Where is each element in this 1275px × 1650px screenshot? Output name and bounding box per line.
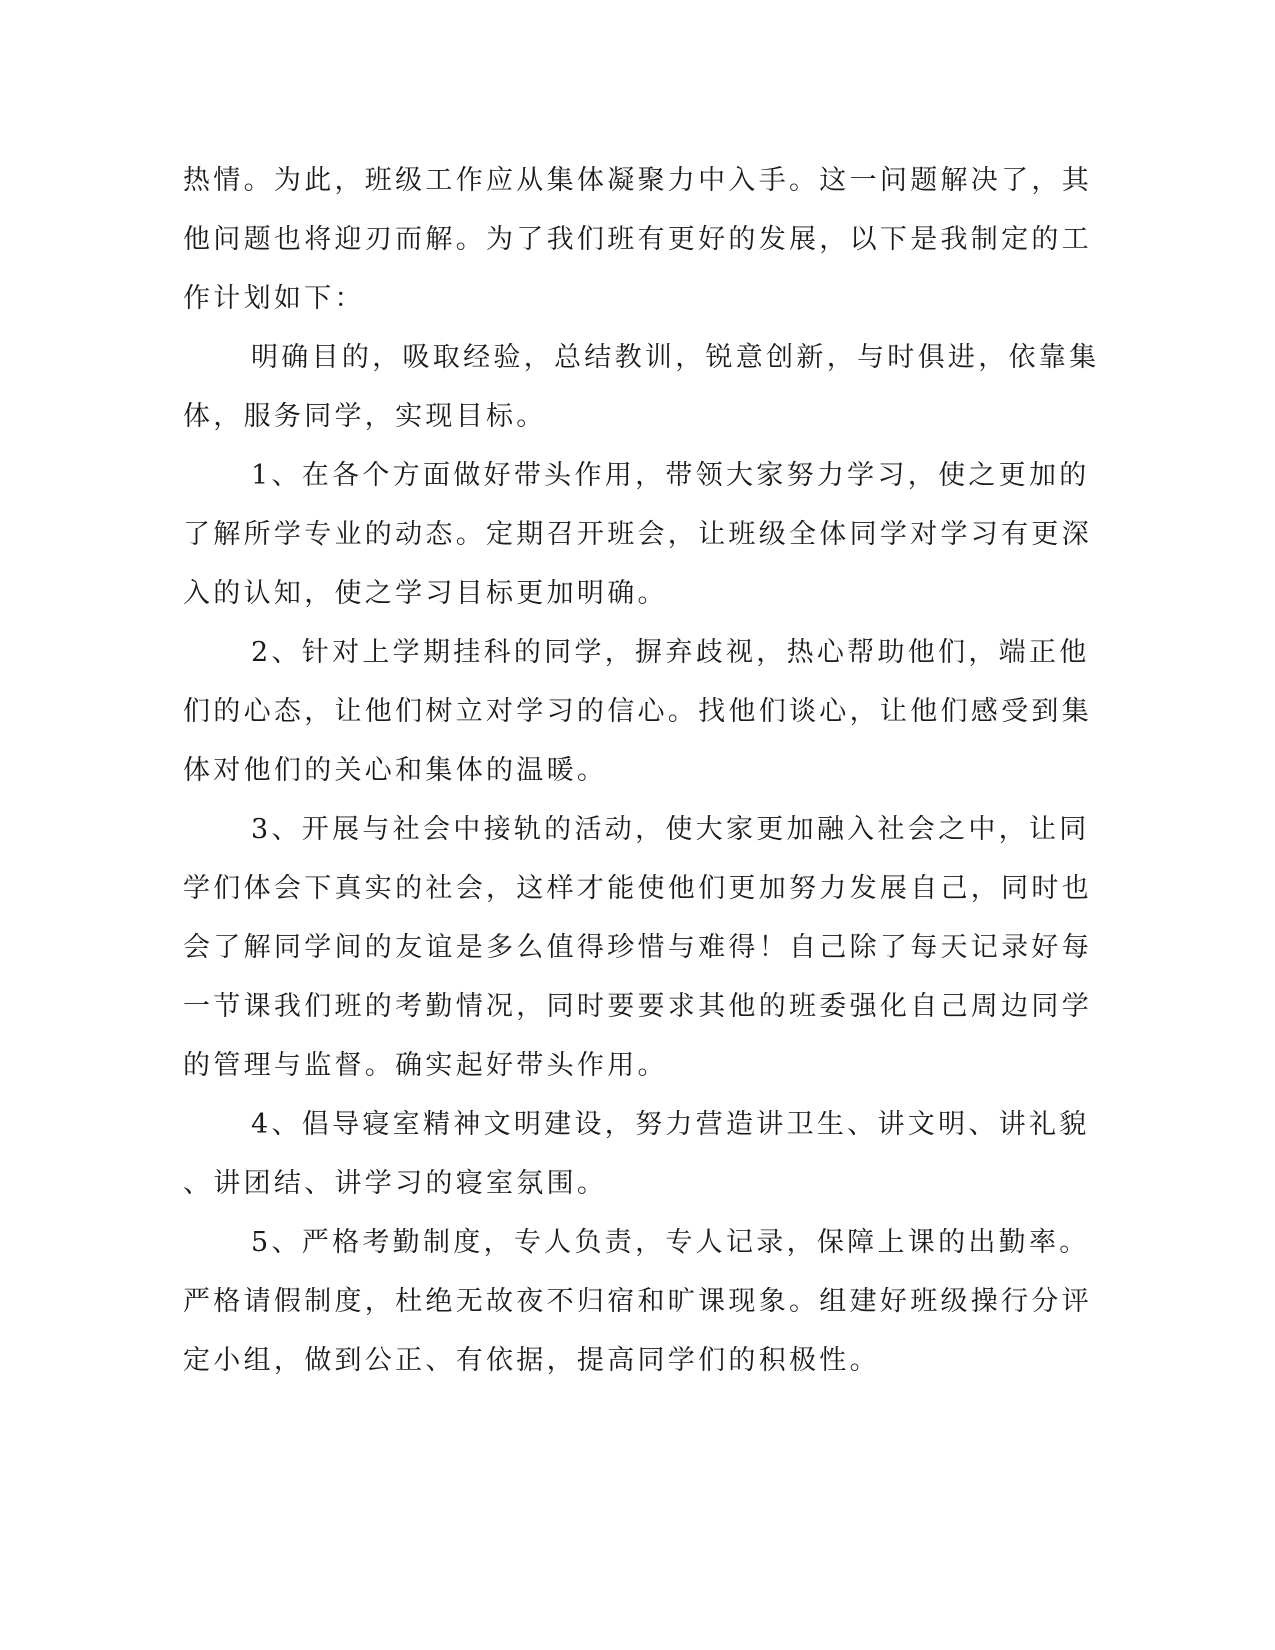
text-line: 一节课我们班的考勤情况，同时要要求其他的班委强化自己周边同学 (183, 991, 1092, 1022)
text-line: 会了解同学间的友谊是多么值得珍惜与难得！自己除了每天记录好每 (183, 932, 1092, 963)
text-line: 体对他们的关心和集体的温暖。 (183, 755, 608, 786)
text-line: 体，服务同学，实现目标。 (183, 401, 547, 432)
text-line: 严格请假制度，杜绝无故夜不归宿和旷课现象。组建好班级操行分评 (183, 1286, 1092, 1317)
list-item-4-first-line: 4、倡导寝室精神文明建设，努力营造讲卫生、讲文明、讲礼貌 (251, 1109, 1090, 1140)
list-item-3-first-line: 3、开展与社会中接轨的活动，使大家更加融入社会之中，让同 (251, 814, 1090, 845)
text-line: 定小组，做到公正、有依据，提高同学们的积极性。 (183, 1345, 880, 1376)
text-line: 、讲团结、讲学习的寝室氛围。 (183, 1168, 608, 1199)
paragraph-first-line: 明确目的，吸取经验，总结教训，锐意创新，与时俱进，依靠集 (251, 342, 1100, 373)
list-item-5-first-line: 5、严格考勤制度，专人负责，专人记录，保障上课的出勤率。 (251, 1227, 1090, 1258)
list-item-1-first-line: 1、在各个方面做好带头作用，带领大家努力学习，使之更加的 (251, 460, 1090, 491)
text-line: 他问题也将迎刃而解。为了我们班有更好的发展，以下是我制定的工 (183, 224, 1092, 255)
text-line: 们的心态，让他们树立对学习的信心。找他们谈心，让他们感受到集 (183, 696, 1092, 727)
text-line: 学们体会下真实的社会，这样才能使他们更加努力发展自己，同时也 (183, 873, 1092, 904)
text-line: 热情。为此，班级工作应从集体凝聚力中入手。这一问题解决了，其 (183, 165, 1092, 196)
text-line: 的管理与监督。确实起好带头作用。 (183, 1050, 668, 1081)
text-line: 作计划如下： (183, 283, 365, 314)
list-item-2-first-line: 2、针对上学期挂科的同学，摒弃歧视，热心帮助他们，端正他 (251, 637, 1090, 668)
text-line: 入的认知，使之学习目标更加明确。 (183, 578, 668, 609)
text-line: 了解所学专业的动态。定期召开班会，让班级全体同学对学习有更深 (183, 519, 1092, 550)
